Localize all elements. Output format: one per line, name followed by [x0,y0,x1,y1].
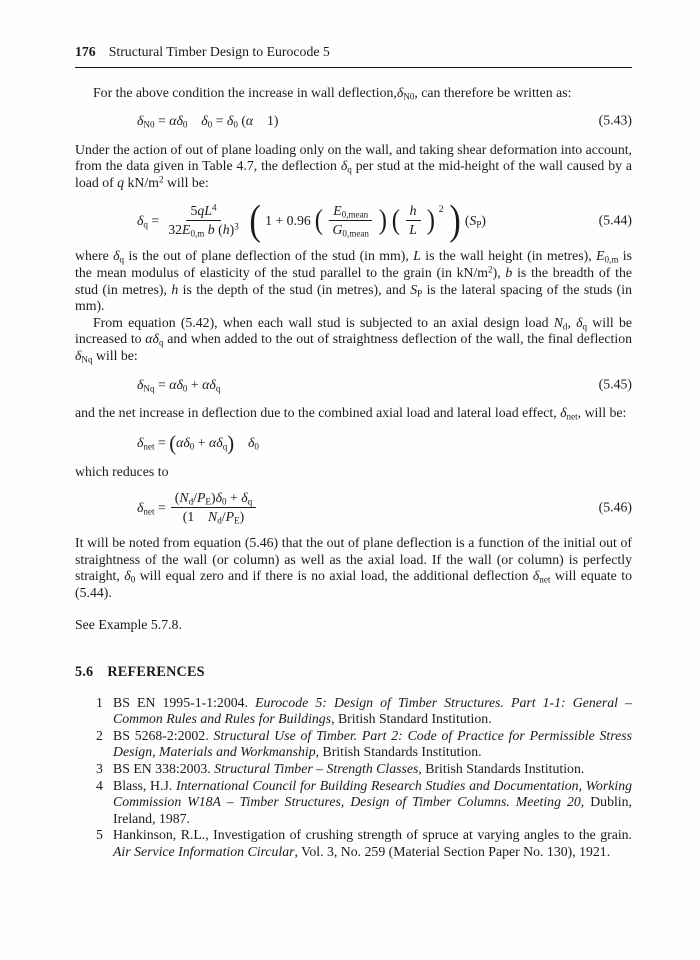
equation-5-43 [75,113,632,130]
eq544-main-numerator: $5qL^4$ [186,203,220,222]
eq544-close-paren-2: ) [378,204,387,237]
running-title: Structural Timber Design to Eurocode 5 [108,44,330,59]
eq544-G-denominator: $G_{0,mean}$ [332,222,369,239]
paragraph-see-example: See Example 5.7.8. [75,617,182,633]
header-rule [75,67,632,68]
eq544-big-close-paren: ) [448,196,461,244]
reference-number: 1 [96,694,103,710]
reference-text: BS 5268-2:2002. Structural Use of Timber. Part 2: Code of Practice for Permissible Stress Design, Materials and Workmanship, British Standards Institution. [113,727,632,760]
eq544-L-denominator: L [409,222,417,238]
reference-item-2 [75,728,632,761]
paragraph-from-eq542: From equation (5.42), when each wall stud is subjected to an axial design load $N_d$, $\delta_q$ will be increased to $\alpha\delta_q$ and when added to the out of straightness deflection of the wall, the final deflection $\delta_{Nq}$ will be: [75,314,633,365]
paragraph-net-increase: and the net increase in deflection due to the combined axial load and lateral load effect, $\delta_{net}$, will be: [75,405,627,422]
reference-number: 3 [96,761,103,776]
references-heading-number: 5.6 [75,664,94,681]
equation-5-46-number: (5.46) [598,499,632,515]
eq544-exponent: 2 [438,203,444,215]
eq546-denominator: (1 $N_d/P_E$) [182,509,245,526]
equation-5-43-body: $\delta_{N0} = \alpha\delta_0$ $\delta_0 = \delta_0$ (α 1) [137,113,279,130]
page-number: 176 [75,44,96,59]
eq546-fraction [171,490,256,526]
reference-text: Hankinson, R.L., Investigation of crushing strength of spruce at varying angles to the grain. Air Service Information Circular, Vol. 3, No. 259 (Material Section Paper No. 130), 1921. [113,827,632,859]
eq544-fraction-h-over-L [405,203,421,239]
equation-5-45 [75,377,632,394]
eq544-big-open-paren: ( [249,196,261,244]
reference-item-3 [75,761,632,778]
paragraph-where: where $\delta_q$ is the out of plane deflection of the stud (in mm), L is the wall height (in metres), $E_{0,m}$ is the mean modulus of elasticity of the stud parallel to the grain (in $kN/m^2$), b is the breadth of the stud (in metres), h is the depth of the stud (in metres), and $S_P$ is the lateral spacing of the studs (in mm). [75,248,633,314]
eq544-main-denominator: $32E_{0,m}$ b $(h)^3$ [168,221,239,239]
page-content [75,44,632,861]
eq544-middle-term: 1 + 0.96 [265,212,311,228]
eq544-fraction-main [164,203,243,239]
equation-5-44-number: (5.44) [598,212,632,228]
equation-5-45-body: $\delta_{Nq} = \alpha\delta_0 + \alpha\delta_q$ [137,376,221,393]
equation-5-44-body [137,196,486,244]
references-heading [75,664,632,681]
paragraph-which-reduces: which reduces to [75,464,169,480]
eq544-open-paren-3: ( [391,204,400,237]
equation-delta-net-body: $\delta_{net} = (\alpha\delta_0 + \alpha\delta_q)$ $\delta_0$ [137,432,259,455]
eq546-lhs: $\delta_{net}$ = [137,499,166,516]
references-heading-title: REFERENCES [107,664,205,681]
reference-number: 2 [96,727,103,743]
eq544-E-numerator: $E_{0,mean}$ [329,203,372,222]
equation-5-46 [75,490,632,526]
reference-text: BS EN 1995-1-1:2004. Eurocode 5: Design of Timber Structures. Part 1-1: General – Common Rules and Rules for Buildings, British Standard Institution. [113,694,632,727]
equation-5-43-number: (5.43) [598,113,632,129]
eq544-lhs: $\delta_q$ = [137,212,160,229]
references-list [75,695,632,861]
equation-5-46-body [137,490,258,526]
equation-5-44 [75,196,632,244]
equation-delta-net [75,432,632,455]
eq544-open-paren-2: ( [314,204,323,237]
reference-text: BS EN 338:2003. Structural Timber – Strength Classes, British Standards Institution. [113,761,585,776]
reference-item-5 [75,827,632,860]
paragraph-noted: It will be noted from equation (5.46) that the out of plane deflection is a function of the initial out of straightness of the wall (or column) as well as the axial load. If the wall (or column) is perfectly straight, $\delta_0$ will equal zero and if there is no axial load, the additional deflection $\delta_{net}$ will equate to (5.44). [75,535,632,600]
eq544-fraction-E-over-G [328,203,372,239]
paragraph-loading: Under the action of out of plane loading only on the wall, and taking shear deformation into account, from the data given in Table 4.7, the deflection $\delta_q$ per stud at the mid-height of the wall caused by a load of q $kN/m^2$ will be: [75,141,632,190]
reference-text: Blass, H.J. International Council for Building Research Studies and Documentation, Working Commission W18A – Timber Structures, Design of Timber Columns. Meeting 20, Dublin, Ireland, 1987. [113,777,632,826]
reference-number: 4 [96,777,103,793]
reference-item-4 [75,778,632,828]
eq544-h-numerator: h [406,203,421,222]
reference-item-1 [75,695,632,728]
equation-5-45-number: (5.45) [598,376,632,392]
eq546-numerator: $(N_d/P_E)\delta_0 + \delta_q$ [171,490,256,509]
reference-number: 5 [96,827,103,843]
eq544-close-paren-3: ) [426,204,435,237]
page-header [75,44,632,61]
paragraph-intro: For the above condition the increase in wall $deflection,\delta_{N0}$, can therefore be written as: [93,84,572,101]
eq544-tail: $(S_P)$ [464,212,486,229]
